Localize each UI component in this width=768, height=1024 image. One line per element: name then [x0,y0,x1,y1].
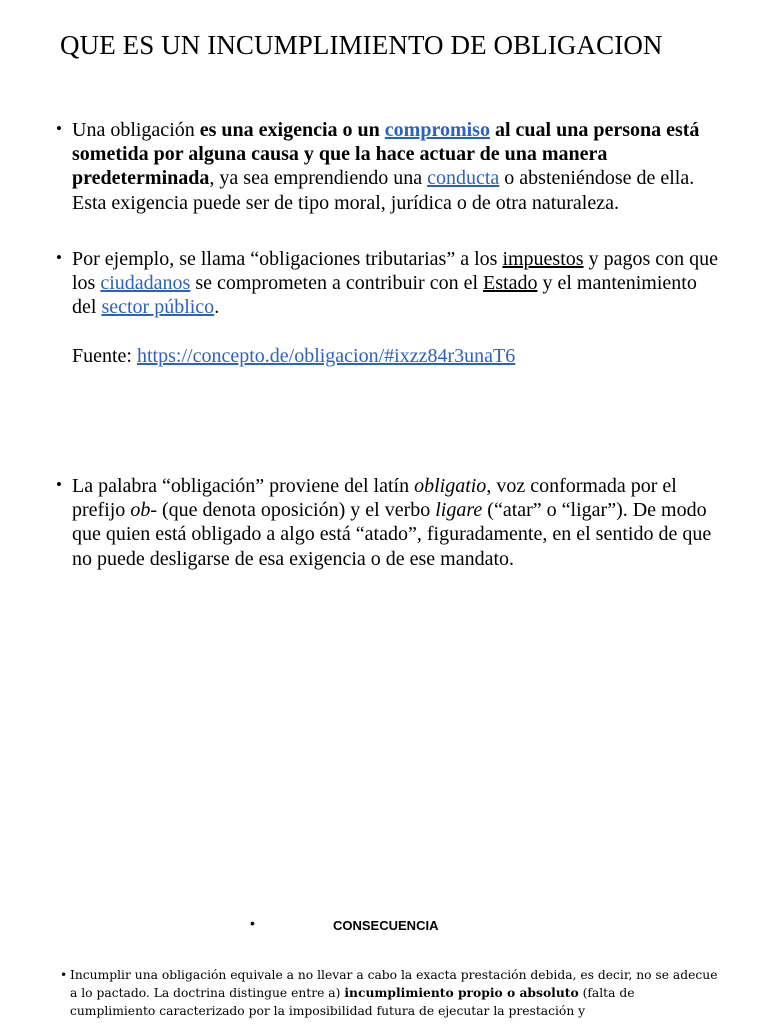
link-compromiso[interactable]: compromiso [384,119,490,141]
text-span: La palabra “obligación” proviene del latín [72,475,415,497]
text-span: Una obligación [72,119,200,141]
text-span: y pagos con que los [72,248,718,295]
bullet-dot: • [56,119,62,138]
link-conducta[interactable]: conducta [427,167,500,190]
text-span: (“atar” o “ligar”). De modo que quien está obligado a algo está “atado”, figuradamente, en el sentido de que no puede desligarse de esa exigencia o de ese mandato. [72,499,712,570]
bullet-dot: • [250,915,255,931]
consecuencia-heading [250,915,439,933]
text-span: . [214,296,220,319]
text-span: , ya sea emprendiendo una [209,167,428,190]
link-sector-publico[interactable]: sector público [101,296,215,319]
text-span: se comprometen a contribuir con el [190,272,484,295]
heading-text: CONSECUENCIA [333,918,439,933]
bullet-example [56,247,722,368]
underlined-word-estado: Estado [483,272,538,295]
bullet-incumplimiento [60,966,720,1020]
bold-span: incumplimiento propio o absoluto [344,985,579,1000]
source-line [72,344,722,368]
text-span: o absteniéndose de ella. Esta exigencia puede ser de tipo moral, jurídica o de otra naturaleza. [72,167,695,214]
text-span: , voz conformada por el prefijo [72,475,677,522]
source-link[interactable]: https://concepto.de/obligacion/#ixzz84r3unaT6 [137,344,516,367]
bold-span: es una exigencia o un [199,119,385,141]
bold-span: al cual una persona está sometida por alguna causa y que la hace actuar de una manera predeterminada [72,119,700,190]
text-span: y el mantenimiento del [72,272,697,319]
bullet-dot: • [56,248,62,267]
text-span: (que denota oposición) y el verbo [156,499,436,522]
link-ciudadanos[interactable]: ciudadanos [100,272,191,295]
page-title: QUE ES UN INCUMPLIMIENTO DE OBLIGACION [60,30,663,60]
text-span: Por ejemplo, se llama “obligaciones tributarias” a los [72,248,503,270]
text-span: (falta de cumplimiento caracterizado por la imposibilidad futura de ejecutar la prestación y [70,986,635,1018]
italic-span: ob- [130,499,157,522]
text-span: Incumplir una obligación equivale a no llevar a cabo la exacta prestación debida, es decir, no se adecue a lo pactado. La doctrina distingue entre a) [70,968,718,1000]
bullet-dot: • [56,475,62,494]
bullet-dot: • [60,968,68,982]
italic-span: ligare [435,499,483,522]
underlined-word-impuestos: impuestos [502,248,584,270]
source-label: Fuente: [72,344,137,367]
bullet-definition [56,118,722,215]
bullet-etymology [56,474,722,571]
italic-span: obligatio [414,475,487,497]
